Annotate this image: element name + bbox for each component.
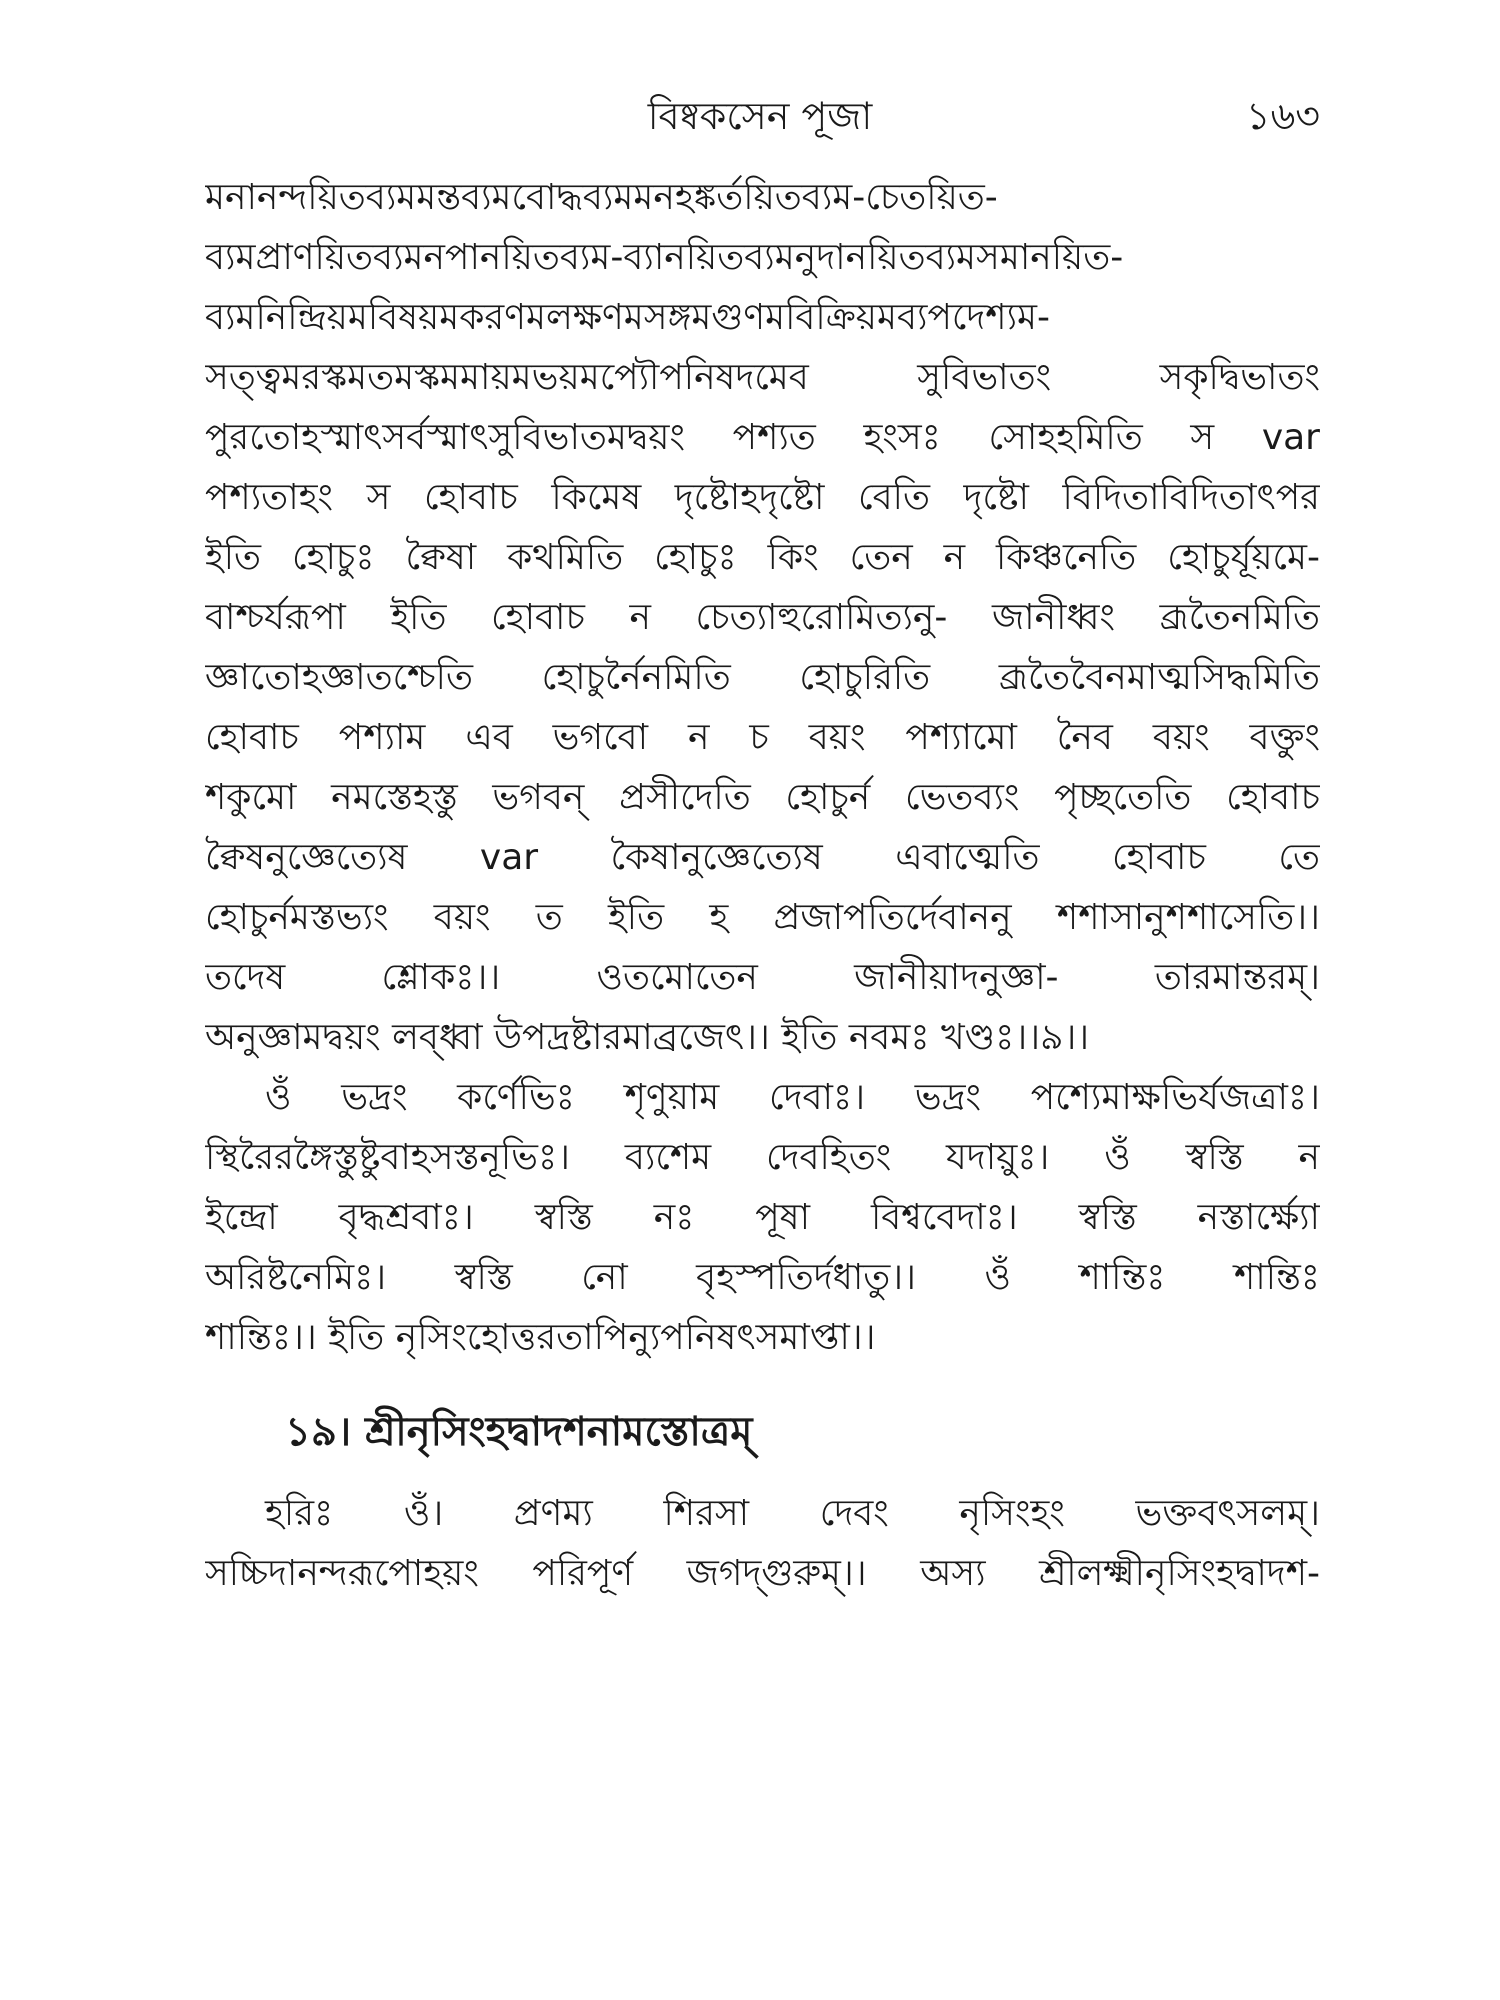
paragraph-shanti-mantra [205, 1068, 1320, 1368]
running-title: বিষ্বকসেন পূজা [647, 94, 873, 138]
text-line: শান্তিঃ।। ইতি নৃসিংহোত্তরতাপিন্যুপনিষৎসমাপ্তা।। [205, 1317, 876, 1358]
text-line: ইন্দ্রো বৃদ্ধশ্রবাঃ। স্বস্তি নঃ পূষা বিশ্ববেদাঃ। স্বস্তি নস্তার্ক্ষ্যো [205, 1197, 1320, 1238]
text-line: অরিষ্টনেমিঃ। স্বস্তি নো বৃহস্পতির্দধাতু।। ওঁ শান্তিঃ শান্তিঃ [205, 1257, 1320, 1298]
text-line: পুরতোহস্মাৎসর্বস্মাৎসুবিভাতমদ্বয়ং পশ্যত হংসঃ সোহহমিতি স var [205, 417, 1320, 458]
text-line: স্থিরৈরঙ্গৈস্তুষ্টুবাহসস্তনূভিঃ। ব্যশেম দেবহিতং যদায়ুঃ। ওঁ স্বস্তি ন [205, 1137, 1320, 1178]
paragraph-upanishad-text [205, 168, 1320, 1068]
text-line: হোবাচ পশ্যাম এব ভগবো ন চ বয়ং পশ্যামো নৈব বয়ং বক্তুং [205, 717, 1320, 758]
text-line: ইতি হোচুঃ ক্বৈষা কথমিতি হোচুঃ কিং তেন ন কিঞ্চনেতি হোচুর্যূয়মে- [205, 537, 1320, 578]
text-line: হরিঃ ওঁ। প্রণম্য শিরসা দেবং নৃসিংহং ভক্তবৎসলম্। [265, 1493, 1320, 1534]
text-line: ক্বৈষনুজ্ঞেত্যেষ var কৈষানুজ্ঞেত্যেষ এবাত্মেতি হোবাচ তে [205, 837, 1320, 878]
text-line: বাশ্চর্যরূপা ইতি হোবাচ ন চেত্যাহুরোমিত্যনু- জানীধ্বং ব্রূতৈনমিতি [205, 597, 1320, 638]
text-line: শকুমো নমস্তেহস্তু ভগবন্ প্রসীদেতি হোচুর্ন ভেতব্যং পৃচ্ছতেতি হোবাচ [205, 777, 1320, 818]
page-number: ১৬৩ [1245, 94, 1320, 138]
running-header [200, 86, 1320, 146]
text-line: অনুজ্ঞামদ্বয়ং লব্ধ্বা উপদ্রষ্টারমাব্রজেৎ।। ইতি নবমঃ খণ্ডঃ।।৯।। [205, 1017, 1090, 1058]
text-line: হোচুর্নমস্তভ্যং বয়ং ত ইতি হ প্রজাপতির্দেবাননু শশাসানুশশাসেতি।। [205, 897, 1320, 938]
section-spacer [205, 1368, 1320, 1396]
text-line: মনানন্দয়িতব্যমমন্তব্যমবোদ্ধব্যমমনহঙ্কর্তয়িতব্যম-চেতয়িত- [205, 177, 998, 218]
text-line: ওঁ ভদ্রং কর্ণেভিঃ শৃণুয়াম দেবাঃ। ভদ্রং পশ্যেমাক্ষভির্যজত্রাঃ। [265, 1077, 1320, 1118]
paragraph-stotram [205, 1484, 1320, 1604]
text-line: সচ্চিদানন্দরূপোহয়ং পরিপূর্ণ জগদ্গুরুম্।। অস্য শ্রীলক্ষ্মীনৃসিংহদ্বাদশ- [205, 1553, 1320, 1594]
text-line: ব্যমনিন্দ্রিয়মবিষয়মকরণমলক্ষণমসঙ্গমগুণমবিক্রিয়মব্যপদেশ্যম- [205, 297, 1051, 338]
text-line: জ্ঞাতোহজ্ঞাতশ্চেতি হোচুর্নৈনমিতি হোচুরিতি ব্রূতৈবৈনমাত্মসিদ্ধমিতি [205, 657, 1320, 698]
text-line: তদেষ শ্লোকঃ।। ওতমোতেন জানীয়াদনুজ্ঞা- তারমান্তরম্। [205, 957, 1320, 998]
heading-spacer [205, 1468, 1320, 1484]
body-text [205, 168, 1320, 1604]
text-line: সত্ত্বমরস্কমতমস্কমমায়মভয়মপ্যৌপনিষদমেব সুবিভাতং সকৃদ্বিভাতং [205, 357, 1320, 398]
section-heading: ১৯। শ্রীনৃসিংহদ্বাদশনামস্তোত্রম্ [285, 1409, 753, 1455]
text-line: ব্যমপ্রাণয়িতব্যমনপানয়িতব্যম-ব্যানয়িতব্যমনুদানয়িতব্যমসমানয়িত- [205, 237, 1124, 278]
text-line: পশ্যতাহং স হোবাচ কিমেষ দৃষ্টোহদৃষ্টো বেতি দৃষ্টো বিদিতাবিদিতাৎপর [205, 477, 1320, 518]
